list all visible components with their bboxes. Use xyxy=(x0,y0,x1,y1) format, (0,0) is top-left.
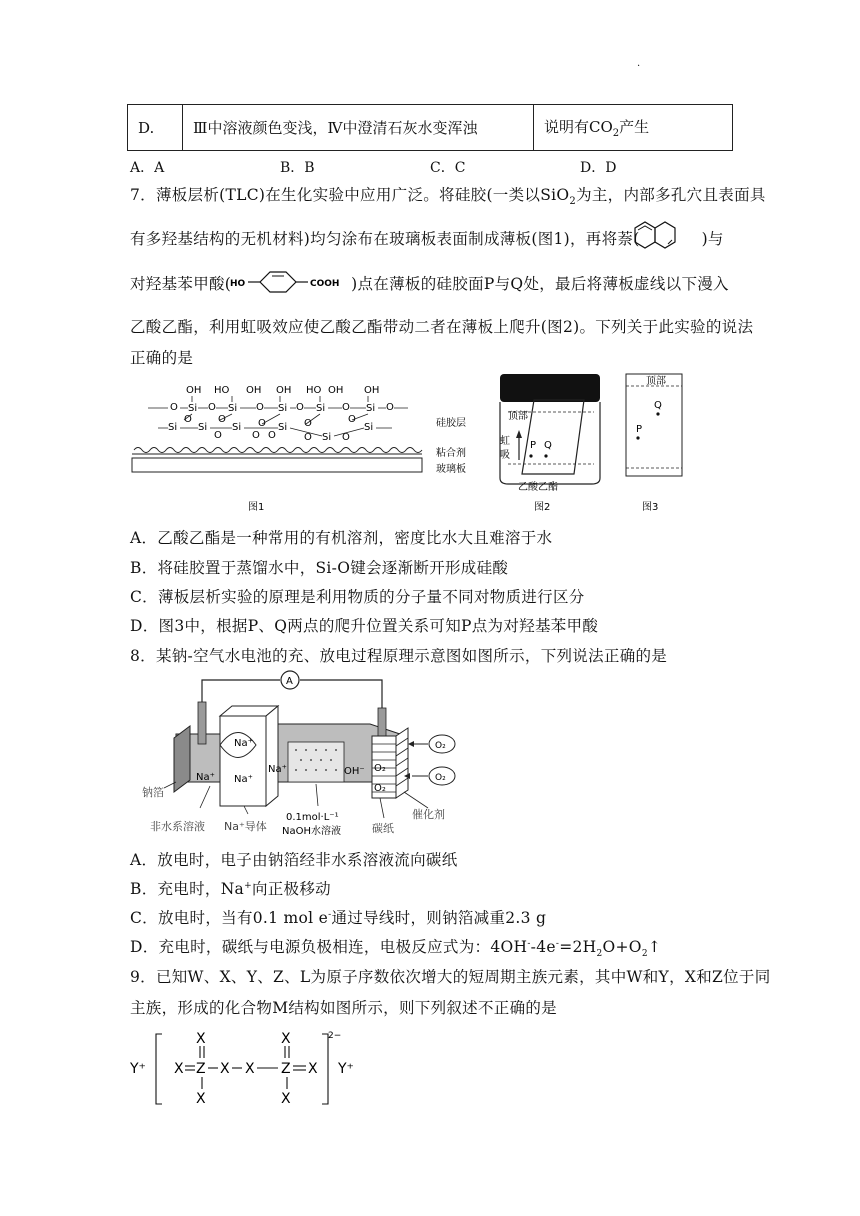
svg-text:Z: Z xyxy=(196,1061,206,1077)
q7-line-3: 对羟基苯甲酸( )点在薄板的硅胶面P与Q处，最后将薄板虚线以下漫入 xyxy=(130,275,729,293)
q7-line-5: 正确的是 xyxy=(130,349,194,367)
svg-text:Na⁺: Na⁺ xyxy=(234,738,253,749)
q7-line-2: 有多羟基结构的无机材料)均匀涂布在玻璃板表面制成薄板(图1)，再将萘( )与 xyxy=(130,230,724,248)
choice-b[interactable]: B．B xyxy=(280,160,315,176)
naphthalene-structure xyxy=(625,220,697,252)
svg-text:O: O xyxy=(268,430,276,441)
q7-line-4: 乙酸乙酯，利用虹吸效应使乙酸乙酯带动二者在薄板上爬升(图2)。下列关于此实验的说法 xyxy=(130,318,754,336)
svg-text:X: X xyxy=(245,1061,255,1077)
figure-3-plate xyxy=(620,372,686,520)
header-dot: . xyxy=(637,58,641,69)
svg-text:Na⁺导体: Na⁺导体 xyxy=(224,820,267,833)
svg-text:粘合剂: 粘合剂 xyxy=(436,448,466,459)
svg-text:催化剂: 催化剂 xyxy=(412,808,445,821)
q8-option-c[interactable]: C．放电时，当有0.1 mol e-通过导线时，则钠箔减重2.3 g xyxy=(130,909,547,927)
svg-text:玻璃板: 玻璃板 xyxy=(436,464,466,475)
svg-text:HO: HO xyxy=(306,385,322,396)
svg-text:钠箔: 钠箔 xyxy=(142,786,164,799)
svg-text:X: X xyxy=(281,1031,291,1047)
svg-text:图2: 图2 xyxy=(534,502,551,513)
hydroxybenzoic-acid-structure xyxy=(228,267,354,297)
svg-text:Q: Q xyxy=(654,400,662,411)
svg-text:X: X xyxy=(308,1061,318,1077)
figure-2-developing-jar xyxy=(494,372,610,520)
svg-text:P: P xyxy=(530,440,537,451)
svg-text:图1: 图1 xyxy=(248,502,265,513)
svg-text:Si: Si xyxy=(322,432,332,443)
q6-choices xyxy=(130,157,730,177)
row-conclusion: 说明有$CO_2$产生 xyxy=(534,105,733,151)
svg-text:O₂: O₂ xyxy=(374,763,386,774)
svg-text:X: X xyxy=(220,1061,230,1077)
svg-text:O: O xyxy=(256,402,264,413)
svg-text:A: A xyxy=(286,676,293,687)
svg-text:O: O xyxy=(258,418,266,429)
svg-text:0.1mol·L⁻¹: 0.1mol·L⁻¹ xyxy=(286,812,339,823)
svg-text:Z: Z xyxy=(281,1061,291,1077)
answer-table xyxy=(127,104,733,151)
svg-text:Si: Si xyxy=(188,403,198,414)
svg-text:Y⁺: Y⁺ xyxy=(338,1061,354,1077)
svg-text:COOH: COOH xyxy=(310,279,340,289)
svg-text:Y⁺: Y⁺ xyxy=(130,1061,146,1077)
svg-text:HO: HO xyxy=(214,385,230,396)
svg-text:Na⁺: Na⁺ xyxy=(234,774,253,785)
q8-stem: 8．某钠-空气水电池的充、放电过程原理示意图如图所示，下列说法正确的是 xyxy=(130,647,668,665)
svg-text:P: P xyxy=(636,424,643,435)
svg-text:O: O xyxy=(208,402,216,413)
svg-text:X: X xyxy=(196,1091,206,1107)
choice-a[interactable]: A．A xyxy=(130,160,165,176)
q9-line-2: 主族，形成的化合物M结构如图所示，则下列叙述不正确的是 xyxy=(130,999,557,1017)
q7-option-b[interactable]: B．将硅胶置于蒸馏水中，Si-O键会逐渐断开形成硅酸 xyxy=(130,559,509,577)
svg-text:Si: Si xyxy=(364,422,374,433)
svg-text:图3: 图3 xyxy=(642,502,659,513)
svg-text:Si: Si xyxy=(168,422,178,433)
svg-text:O: O xyxy=(184,414,192,425)
svg-text:虹: 虹 xyxy=(500,436,510,447)
svg-text:Na⁺: Na⁺ xyxy=(268,764,287,775)
svg-text:顶部: 顶部 xyxy=(646,376,666,387)
svg-text:O: O xyxy=(348,414,356,425)
choice-c[interactable]: C．C xyxy=(430,160,466,176)
svg-text:X: X xyxy=(174,1061,184,1077)
svg-text:Si: Si xyxy=(228,403,238,414)
svg-text:OH: OH xyxy=(364,385,380,396)
svg-text:O₂: O₂ xyxy=(435,741,446,751)
svg-text:O₂: O₂ xyxy=(374,783,386,794)
svg-text:Q: Q xyxy=(544,440,552,451)
figure-sodium-air-battery xyxy=(140,670,480,840)
choice-d[interactable]: D．D xyxy=(580,160,617,176)
svg-text:O: O xyxy=(296,402,304,413)
svg-text:NaOH水溶液: NaOH水溶液 xyxy=(282,826,341,837)
svg-text:O: O xyxy=(214,430,222,441)
q8-option-a[interactable]: A．放电时，电子由钠箔经非水系溶液流向碳纸 xyxy=(130,851,458,869)
row-label: D. xyxy=(128,105,183,151)
svg-text:OH: OH xyxy=(328,385,344,396)
table-row xyxy=(128,105,733,151)
figure-1-silica-gel xyxy=(128,378,488,518)
svg-text:O: O xyxy=(252,430,260,441)
svg-text:O: O xyxy=(170,402,178,413)
svg-text:顶部: 顶部 xyxy=(508,411,528,422)
svg-text:2−: 2− xyxy=(328,1031,342,1041)
svg-text:硅胶层: 硅胶层 xyxy=(436,418,466,429)
svg-text:O₂: O₂ xyxy=(435,773,446,783)
svg-text:Si: Si xyxy=(232,422,242,433)
svg-text:Si: Si xyxy=(366,403,376,414)
row-phenomenon: Ⅲ中溶液颜色变浅，Ⅳ中澄清石灰水变浑浊 xyxy=(183,105,534,151)
q7-option-a[interactable]: A．乙酸乙酯是一种常用的有机溶剂，密度比水大且难溶于水 xyxy=(130,529,553,547)
svg-text:OH: OH xyxy=(186,385,202,396)
svg-text:O: O xyxy=(386,402,394,413)
compound-m-structure xyxy=(128,1026,378,1110)
q8-option-b[interactable]: B．充电时，Na+向正极移动 xyxy=(130,880,331,898)
svg-text:乙酸乙酯: 乙酸乙酯 xyxy=(518,482,558,493)
svg-text:X: X xyxy=(281,1091,291,1107)
q7-option-d[interactable]: D．图3中，根据P、Q两点的爬升位置关系可知P点为对羟基苯甲酸 xyxy=(130,617,599,635)
svg-text:O: O xyxy=(342,402,350,413)
q7-line-1: 7．薄板层析(TLC)在生化实验中应用广泛。将硅胶(一类以SiO$_2$为主，内部多孔穴且表面具 xyxy=(130,186,766,208)
svg-text:O: O xyxy=(218,414,226,425)
q8-option-d[interactable]: D．充电时，碳纸与电源负极相连，电极反应式为：$4OH^--4e^-=2H_2O+O_2↑$ xyxy=(130,938,662,960)
svg-text:Si: Si xyxy=(198,422,208,433)
svg-text:OH: OH xyxy=(276,385,292,396)
svg-text:Na⁺: Na⁺ xyxy=(196,772,215,783)
svg-text:Si: Si xyxy=(278,422,288,433)
svg-text:OH⁻: OH⁻ xyxy=(344,766,365,777)
svg-text:O: O xyxy=(342,432,350,443)
svg-text:O: O xyxy=(304,432,312,443)
svg-text:碳纸: 碳纸 xyxy=(372,822,394,835)
q7-option-c[interactable]: C．薄板层析实验的原理是利用物质的分子量不同对物质进行区分 xyxy=(130,588,585,606)
svg-text:Si: Si xyxy=(316,403,326,414)
svg-text:OH: OH xyxy=(246,385,262,396)
svg-text:Si: Si xyxy=(278,403,288,414)
svg-text:HO: HO xyxy=(230,279,246,289)
svg-text:X: X xyxy=(196,1031,206,1047)
q9-line-1: 9．已知W、X、Y、Z、L为原子序数依次增大的短周期主族元素，其中W和Y，X和Z位于同 xyxy=(130,968,771,986)
svg-text:吸: 吸 xyxy=(500,450,510,461)
svg-text:O: O xyxy=(304,418,312,429)
svg-text:非水系溶液: 非水系溶液 xyxy=(150,820,205,833)
